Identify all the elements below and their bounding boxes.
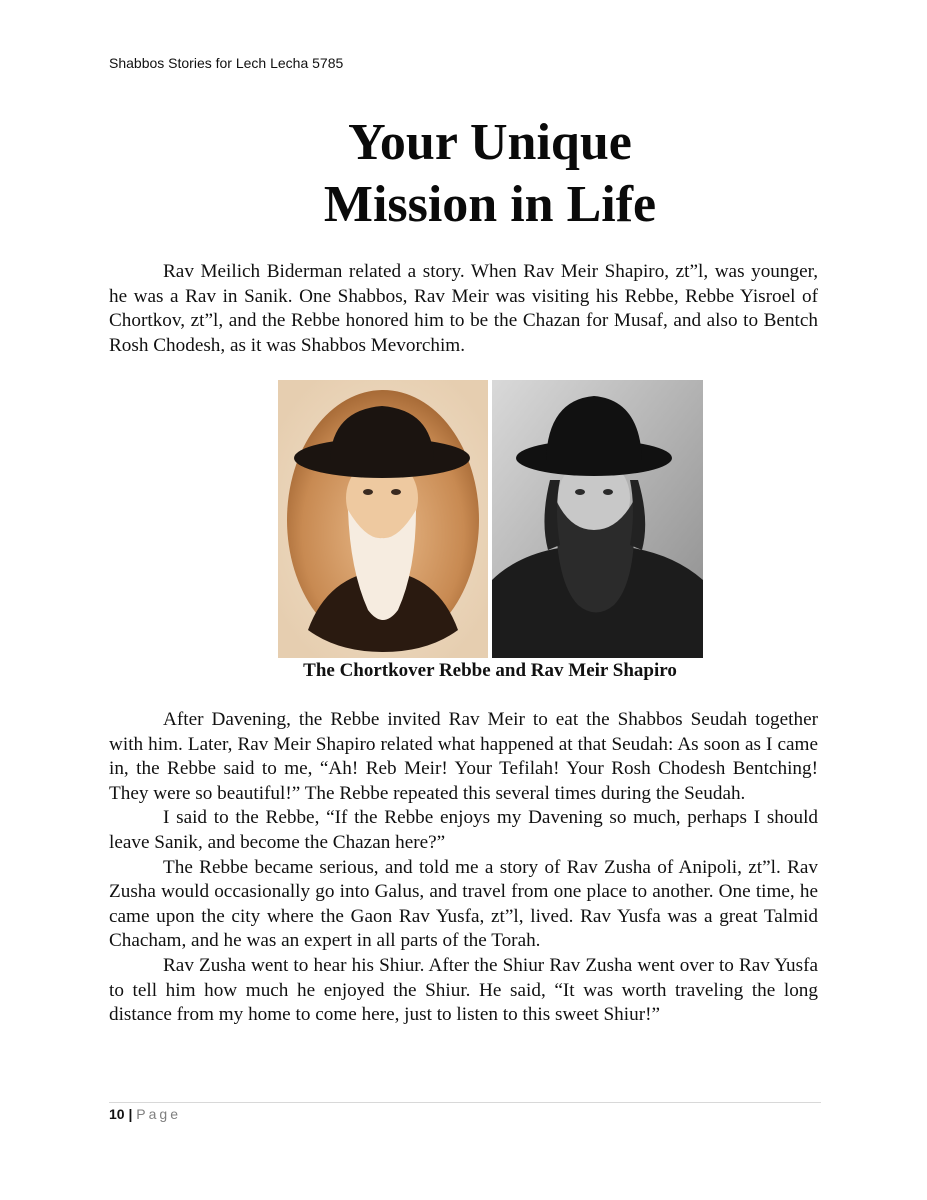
page-footer bbox=[109, 1106, 181, 1122]
page-title bbox=[0, 112, 927, 236]
portrait-chortkover-rebbe bbox=[278, 380, 488, 658]
portrait-rav-meir-shapiro bbox=[492, 380, 703, 658]
title-line-1: Your Unique bbox=[348, 114, 632, 171]
figure-caption: The Chortkover Rebbe and Rav Meir Shapiro bbox=[303, 660, 677, 681]
story-paragraph-3: The Rebbe became serious, and told me a story of Rav Zusha of Anipoli, zt”l. Rav Zusha would occasionally go into Galus, and travel from one place to another. One time, he came upon the city where the Gaon Rav Yusfa, zt”l, lived. Rav Yusfa was a great Talmid Chacham, and he was an expert in all parts of the Torah. bbox=[109, 856, 818, 952]
intro-paragraph: Rav Meilich Biderman related a story. When Rav Meir Shapiro, zt”l, was younger, he was a Rav in Sanik. One Shabbos, Rav Meir was visiting his Rebbe, Rebbe Yisroel of Chortkov, zt”l, and the Rebbe honored him to be the Chazan for Musaf, and also to Bentch Rosh Chodesh, as it was Shabbos Mevorchim. bbox=[109, 261, 818, 356]
page-label: Page bbox=[136, 1106, 181, 1122]
portrait-photos bbox=[278, 380, 703, 658]
page-number: 10 bbox=[109, 1106, 125, 1122]
running-header: Shabbos Stories for Lech Lecha 5785 bbox=[109, 55, 344, 71]
intro-text bbox=[109, 260, 818, 358]
story-paragraph-2: I said to the Rebbe, “If the Rebbe enjoys my Davening so much, perhaps I should leave Sanik, and become the Chazan here?” bbox=[109, 807, 818, 853]
story-paragraph-1: After Davening, the Rebbe invited Rav Meir to eat the Shabbos Seudah together with him. Later, Rav Meir Shapiro related what happened at that Seudah: As soon as I came in, the Rebbe said to me, “Ah! Reb Meir! Your Tefilah! Your Rosh Chodesh Bentching! They were so beautiful!” The Rebbe repeated this several times during the Seudah. bbox=[109, 709, 818, 804]
title-line-2: Mission in Life bbox=[323, 176, 657, 233]
footer-divider bbox=[109, 1102, 821, 1103]
story-paragraph-4: Rav Zusha went to hear his Shiur. After the Shiur Rav Zusha went over to Rav Yusfa to tell him how much he enjoyed the Shiur. He said, “It was worth traveling the long distance from my home to come here, just to listen to this sweet Shiur!” bbox=[109, 954, 818, 1026]
story-text bbox=[109, 708, 818, 1028]
footer-separator: | bbox=[128, 1106, 133, 1122]
